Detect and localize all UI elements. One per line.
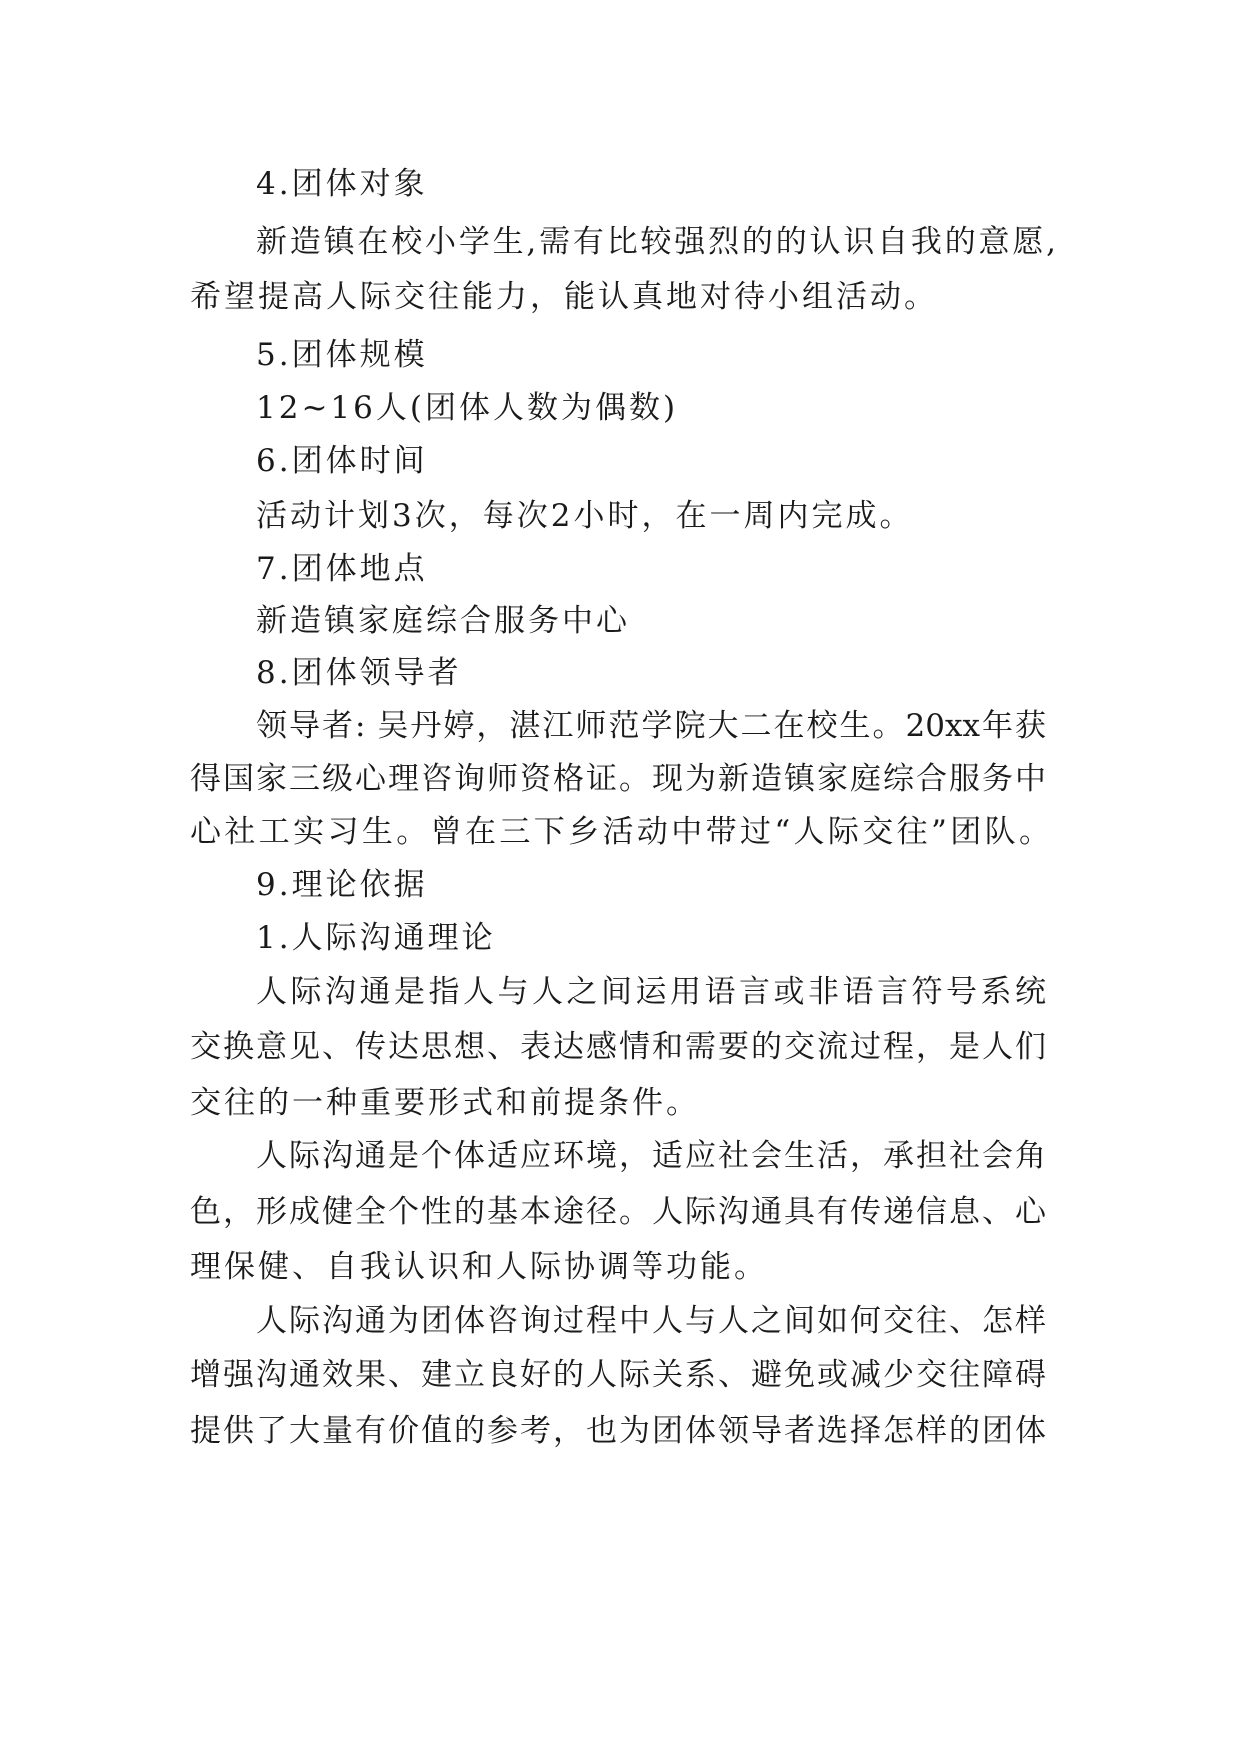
paragraph-line: 新造镇在校小学生,需有比较强烈的的认识自我的意愿, [256, 224, 1056, 260]
section-heading-theory-basis: 9.理论依据 [256, 867, 428, 903]
paragraph-line: 提供了大量有价值的参考，也为团体领导者选择怎样的团体 [190, 1413, 1046, 1449]
section-heading-group-leader: 8.团体领导者 [256, 655, 462, 691]
paragraph-line: 心社工实习生。曾在三下乡活动中带过“人际交往”团队。 [190, 814, 1050, 850]
paragraph-line: 增强沟通效果、建立良好的人际关系、避免或减少交往障碍 [190, 1357, 1046, 1393]
subsection-heading-interpersonal-communication: 1.人际沟通理论 [256, 920, 496, 956]
paragraph-line: 新造镇家庭综合服务中心 [256, 603, 630, 639]
paragraph-line: 交换意见、传达思想、表达感情和需要的交流过程，是人们 [190, 1029, 1046, 1065]
paragraph-line: 人际沟通是指人与人之间运用语言或非语言符号系统 [256, 974, 1046, 1010]
section-heading-group-size: 5.团体规模 [256, 337, 428, 373]
paragraph-line: 色，形成健全个性的基本途径。人际沟通具有传递信息、心 [190, 1194, 1046, 1230]
paragraph-line: 12~16人(团体人数为偶数) [256, 390, 679, 426]
paragraph-line: 希望提高人际交往能力，能认真地对待小组活动。 [190, 279, 938, 315]
section-heading-group-time: 6.团体时间 [256, 443, 428, 479]
paragraph-line: 领导者: 吴丹婷，湛江师范学院大二在校生。20xx年获 [256, 708, 1046, 744]
paragraph-line: 理保健、自我认识和人际协调等功能。 [190, 1249, 768, 1285]
section-heading-group-target: 4.团体对象 [256, 166, 428, 202]
paragraph-line: 人际沟通是个体适应环境，适应社会生活，承担社会角 [256, 1138, 1046, 1174]
paragraph-line: 人际沟通为团体咨询过程中人与人之间如何交往、怎样 [256, 1303, 1046, 1339]
paragraph-line: 交往的一种重要形式和前提条件。 [190, 1085, 700, 1121]
section-heading-group-location: 7.团体地点 [256, 551, 428, 587]
paragraph-line: 得国家三级心理咨询师资格证。现为新造镇家庭综合服务中 [190, 761, 1046, 797]
paragraph-line: 活动计划3次，每次2小时，在一周内完成。 [256, 498, 914, 534]
